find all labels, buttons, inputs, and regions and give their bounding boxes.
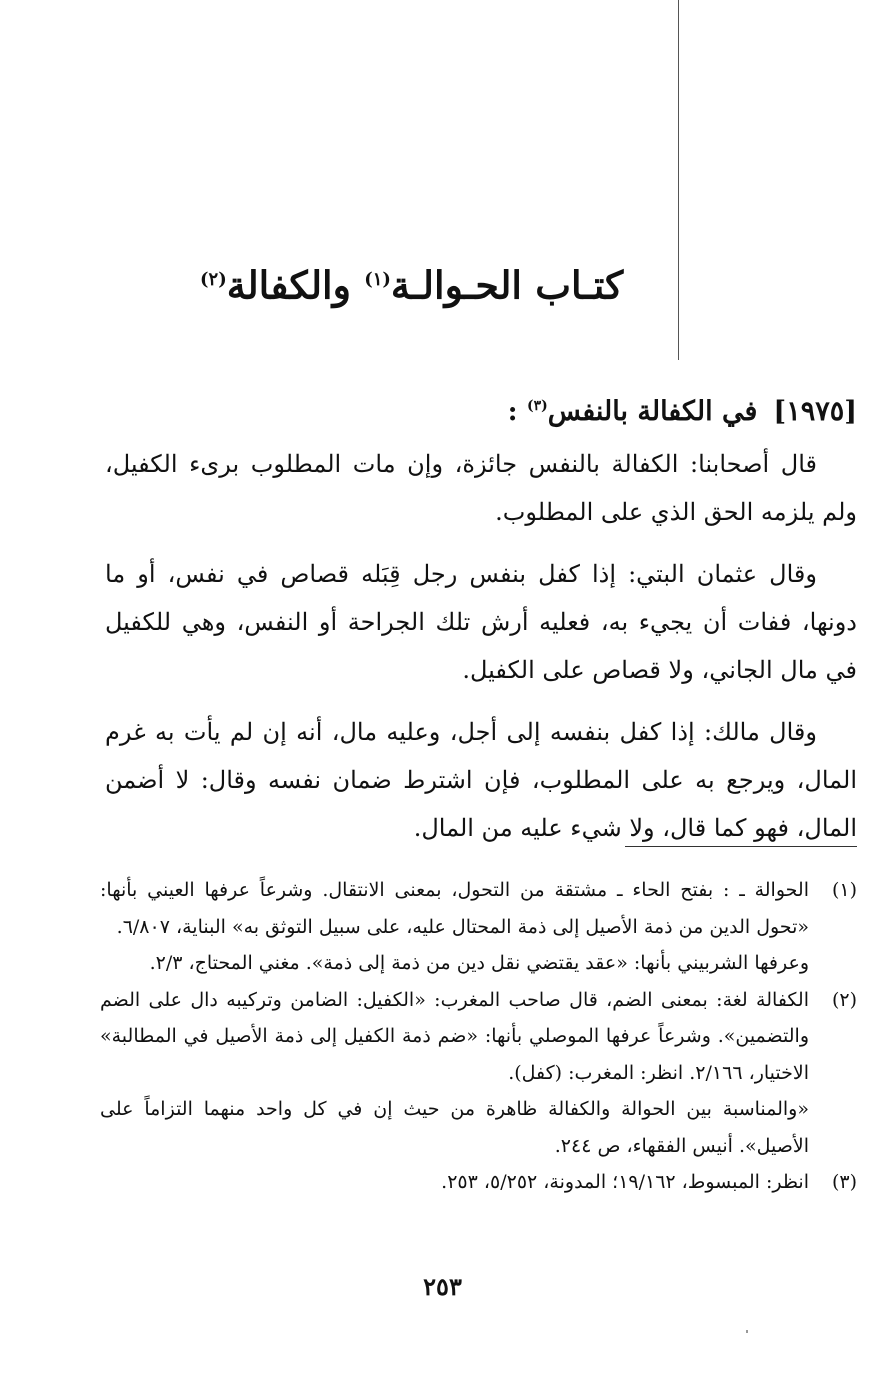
footnote-separator [625, 846, 857, 847]
paragraph: وقال مالك: إذا كفل بنفسه إلى أجل، وعليه مال، أنه إن لم يأت به غرم المال، ويرجع به على المطلوب، فإن اشترط ضمان نفسه وقال: لا أضمن المال، فهو كما قال، ولا شيء عليه من المال. [105, 718, 857, 842]
section-heading [97, 380, 857, 438]
footnote-text: انظر: المبسوط، ١٩/١٦٢؛ المدونة، ٥/٢٥٢، ٢٥٣. [441, 1171, 809, 1193]
footnote-number: (٣) [831, 1171, 857, 1193]
footnote-text: الحوالة ـ : بفتح الحاء ـ مشتقة من التحول، بمعنى الانتقال. وشرعاً عرفها العيني بأنها: «تحول الدين من ذمة الأصيل إلى ذمة المحتال عليه، على سبيل التوثق به» البناية، ٦/٨٠٧. [100, 879, 809, 938]
footnote-ref-2: (٢) [200, 269, 227, 290]
scan-mark [746, 1330, 748, 1333]
footnote-number: (٢) [831, 988, 857, 1011]
book-title-part1: كتـاب الحـوالـة [390, 262, 624, 308]
footnotes [100, 872, 857, 1201]
footnote-3 [100, 1164, 857, 1201]
footnote-ref-3: (٣) [527, 398, 548, 414]
footnote-1-continuation: وعرفها الشربيني بأنها: «عقد يقتضي نقل دين من ذمة إلى ذمة». مغني المحتاج، ٢/٣. [149, 952, 809, 974]
footnote-2 [100, 982, 857, 1092]
book-title [200, 250, 680, 316]
section-suffix: : [507, 396, 527, 427]
body-text [105, 440, 857, 866]
paragraph: وقال عثمان البتي: إذا كفل بنفس رجل قِبَله قصاص في نفس، أو ما دونها، ففات أن يجيء به، فعليه أرش تلك الجراحة أو النفس، وهي للكفيل في مال الجاني، ولا قصاص على الكفيل. [105, 560, 857, 684]
footnote-number: (١) [831, 879, 857, 901]
paragraph: قال أصحابنا: الكفالة بالنفس جائزة، وإن مات المطلوب برىء الكفيل، ولم يلزمه الحق الذي على المطلوب. [105, 450, 857, 526]
section-number: [١٩٧٥] [773, 396, 857, 427]
footnote-1 [100, 872, 857, 945]
footnote-2-continuation: «والمناسبة بين الحوالة والكفالة ظاهرة من حيث إن في كل واحد منهما التزاماً على الأصيل». أنيس الفقهاء، ص ٢٤٤. [100, 1098, 809, 1157]
book-title-part2: والكفالة [226, 262, 365, 308]
page-number: ٢٥٣ [423, 1272, 462, 1301]
footnote-text: الكفالة لغة: بمعنى الضم، قال صاحب المغرب: «الكفيل: الضامن وتركيبه دال على الضم والتضمين». وشرعاً عرفها الموصلي بأنها: «ضم ذمة الكفيل إلى ذمة الأصيل في المطالبة» الاختيار، ٢/١٦٦. انظر: المغرب: (كفل). [100, 988, 809, 1084]
section-title: في الكفالة بالنفس [547, 396, 758, 427]
footnote-ref-1: (١) [364, 269, 391, 290]
